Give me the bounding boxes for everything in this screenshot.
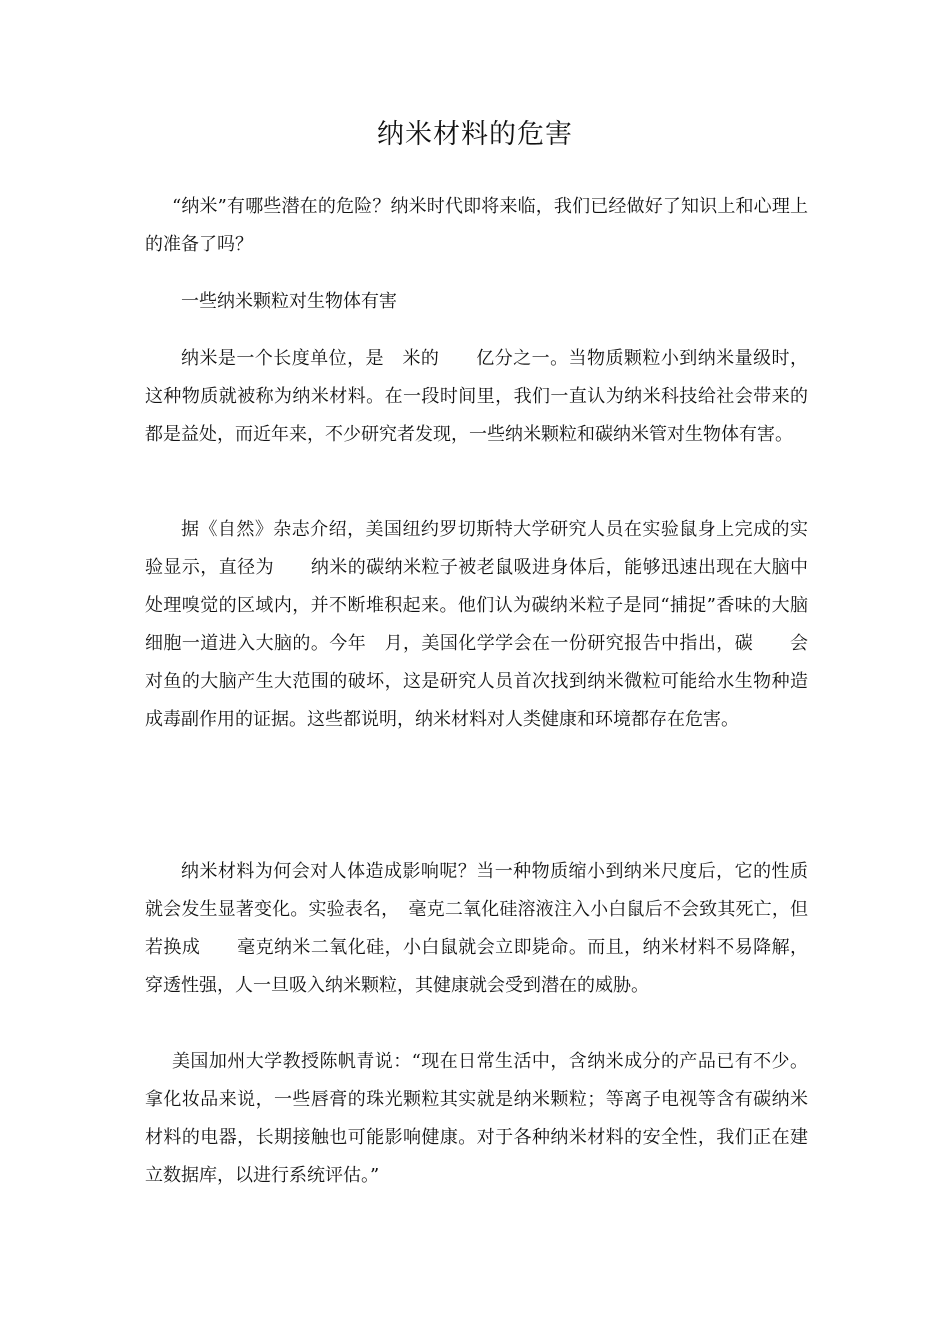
document-title: 纳米材料的危害 [377, 119, 573, 150]
paragraph-research: 据《自然》杂志介绍，美国纽约罗切斯特大学研究人员在实验鼠身上完成的实验显示，直径为 纳米的碳纳米粒子被老鼠吸进身体后，能够迅速出现在大脑中处理嗅觉的区域内，并不断堆积起来。他们认为碳纳米粒子是同“捕捉”香味的大脑细胞一道进入大脑的。今年 月，美国化学学会在一份研究报告中指出，碳 会对鱼的大脑产生大范围的破坏，这是研究人员首次找到纳米微粒可能给水生物种造成毒副作用的证据。这些都说明，纳米材料对人类健康和环境都存在危害。 [145, 519, 808, 730]
section-heading: 一些纳米颗粒对生物体有害 [181, 291, 397, 312]
paragraph-quote: 美国加州大学教授陈帆青说：“现在日常生活中，含纳米成分的产品已有不少。拿化妆品来说，一些唇膏的珠光颗粒其实就是纳米颗粒；等离子电视等含有碳纳米材料的电器，长期接触也可能影响健康。对于各种纳米材料的安全性，我们正在建立数据库，以进行系统评估。” [145, 1051, 808, 1186]
paragraph-definition: 纳米是一个长度单位，是 米的 亿分之一。当物质颗粒小到纳米量级时，这种物质就被称为纳米材料。在一段时间里，我们一直认为纳米科技给社会带来的都是益处，而近年来，不少研究者发现，一些纳米颗粒和碳纳米管对生物体有害。 [145, 348, 808, 445]
paragraph-mechanism: 纳米材料为何会对人体造成影响呢？当一种物质缩小到纳米尺度后，它的性质就会发生显著变化。实验表名， 毫克二氧化硅溶液注入小白鼠后不会致其死亡，但若换成 毫克纳米二氧化硅，小白鼠就会立即毙命。而且，纳米材料不易降解，穿透性强，人一旦吸入纳米颗粒，其健康就会受到潜在的威胁。 [145, 861, 808, 996]
intro-paragraph: “纳米”有哪些潜在的危险？纳米时代即将来临，我们已经做好了知识上和心理上的准备了吗？ [145, 196, 808, 255]
